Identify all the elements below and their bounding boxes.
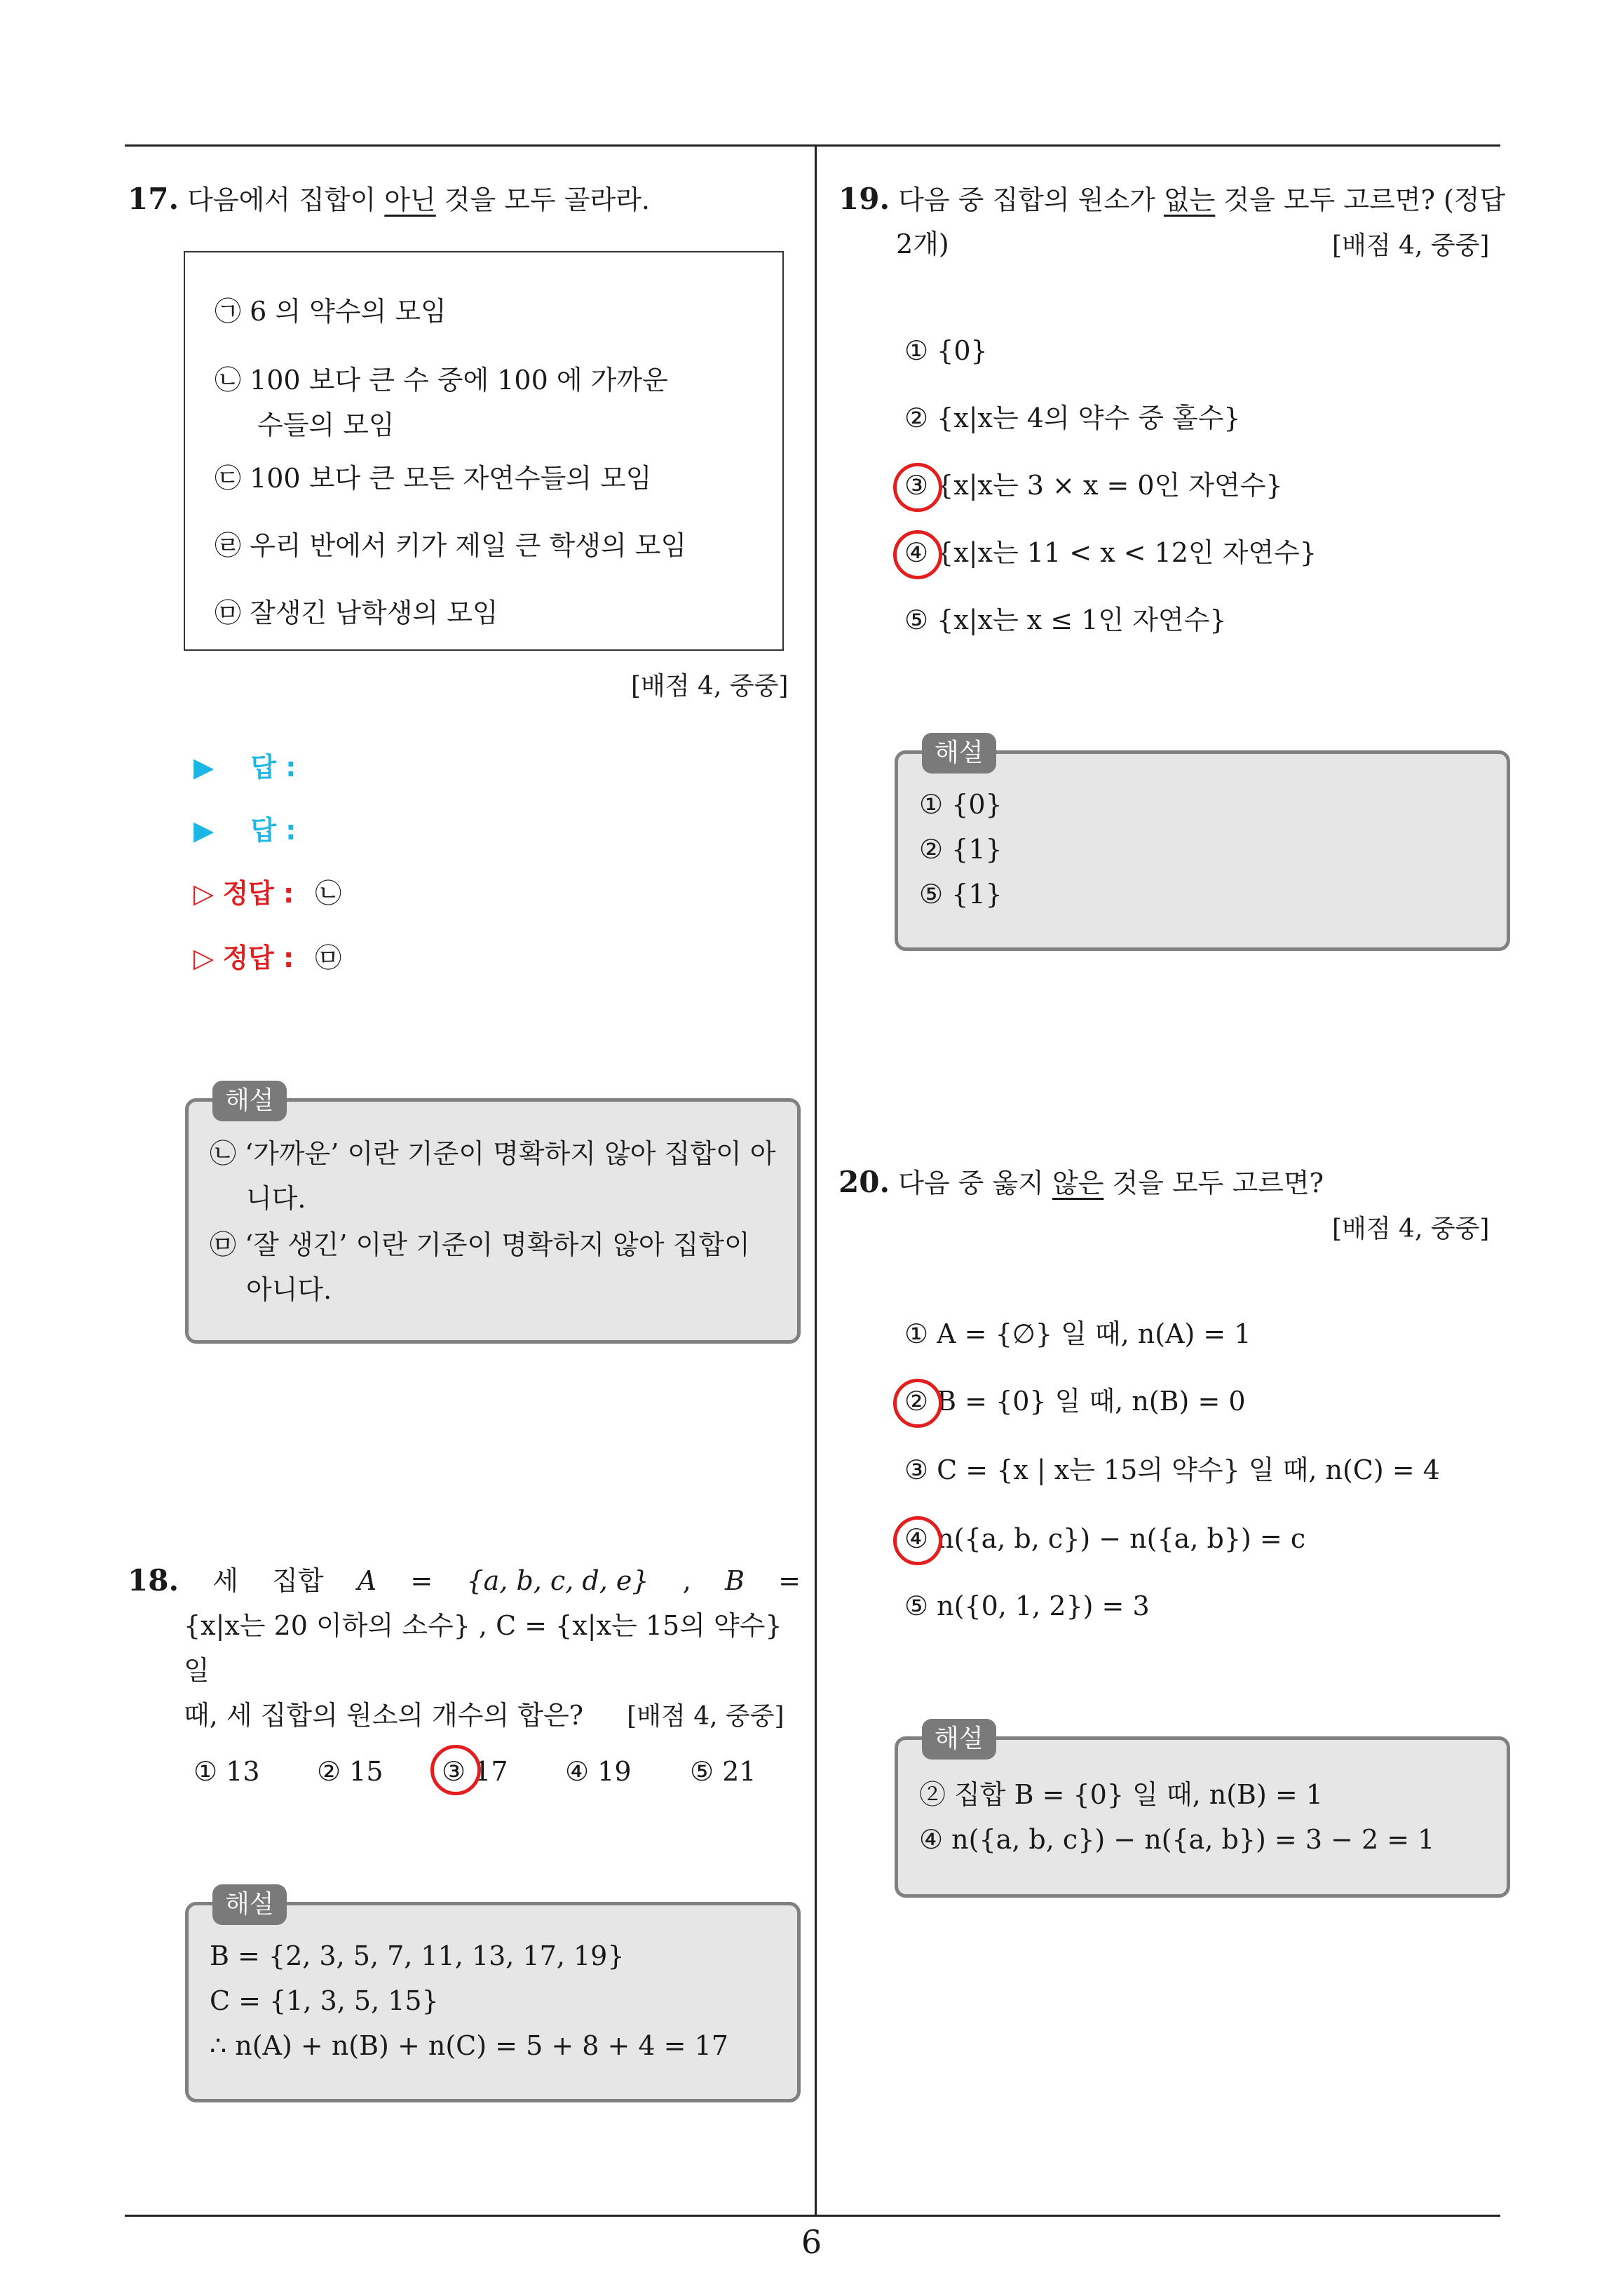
q17-item: ㉣ 우리 반에서 키가 제일 큰 학생의 모임	[215, 530, 687, 561]
page-number: 6	[801, 2223, 822, 2261]
q17-score: [배점 4, 중중]	[631, 672, 789, 701]
q20-solution-box	[895, 1724, 1510, 1898]
q18-option[interactable]: ① 13	[193, 1756, 260, 1787]
column-divider	[815, 145, 817, 2215]
q19-option[interactable]: ③ {x|x는 3 × x = 0인 자연수}	[904, 470, 1283, 501]
q20-option[interactable]: ④ n({a, b, c}) − n({a, b}) = c	[904, 1523, 1306, 1554]
solution-line: B = {2, 3, 5, 7, 11, 13, 17, 19}	[210, 1940, 625, 1971]
play-icon: ▶	[193, 752, 215, 783]
solution-line: ㉡ ‘가까운’ 이란 기준이 명확하지 않아 집합이 아	[210, 1138, 776, 1169]
solution-line: ∴ n(A) + n(B) + n(C) = 5 + 8 + 4 = 17	[210, 2030, 728, 2061]
solution-line: ② 집합 B = {0} 일 때, n(B) = 1	[919, 1779, 1323, 1810]
solution-tag: 해설	[922, 1719, 996, 1760]
q18-option[interactable]: ③ 17	[442, 1756, 508, 1787]
q18-word: =	[410, 1565, 433, 1596]
solution-tag: 해설	[212, 1884, 287, 1925]
q17-item: ㉡ 100 보다 큰 수 중에 100 에 가까운	[215, 365, 668, 396]
play-icon: ▶	[193, 815, 215, 846]
correct-value: ㉤	[315, 943, 342, 973]
solution-tag: 해설	[212, 1081, 287, 1121]
q17-item-box	[184, 251, 784, 651]
q19-text-underline: 없는	[1163, 184, 1216, 215]
q17-question	[128, 177, 650, 222]
q18-line3-text: 때, 세 집합의 원소의 개수의 합은?	[184, 1700, 584, 1731]
answer-circle-mark	[430, 1745, 481, 1795]
solution-line: C = {1, 3, 5, 15}	[210, 1985, 439, 2016]
q20-option[interactable]: ⑤ n({0, 1, 2}) = 3	[904, 1591, 1150, 1621]
answer-circle-mark	[893, 1379, 942, 1428]
q19-option[interactable]: ① {0}	[904, 335, 988, 366]
correct-label: 정답 :	[222, 878, 294, 909]
q17-item: ㉠ 6 의 약수의 모임	[215, 296, 447, 327]
q18-line2: {x|x는 20 이하의 소수} , C = {x|x는 15의 약수} 일	[184, 1610, 782, 1686]
q19-option[interactable]: ④ {x|x는 11 < x < 12인 자연수}	[904, 537, 1317, 568]
q17-item: ㉤ 잘생긴 남학생의 모임	[215, 597, 498, 628]
q18-line3	[184, 1693, 801, 1739]
q18-line1	[128, 1558, 801, 1603]
answer-circle-mark	[893, 530, 942, 579]
q20-option[interactable]: ③ C = {x | x는 15의 약수} 일 때, n(C) = 4	[904, 1454, 1440, 1485]
q18-solution-box	[185, 1890, 801, 2102]
q20-number: 20.	[838, 1165, 890, 1199]
q17-item-cont: 수들의 모임	[257, 410, 395, 440]
q19-text-b: 것을 모두 고르면? (정답	[1215, 184, 1506, 215]
q18-question	[128, 1558, 801, 1739]
q18-option[interactable]: ⑤ 21	[690, 1756, 756, 1787]
q18-number: 18.	[128, 1563, 179, 1598]
correct-label: 정답 :	[222, 943, 294, 973]
q17-correct-row	[193, 871, 341, 916]
q18-word: ,	[682, 1565, 691, 1596]
q18-option[interactable]: ② 15	[317, 1756, 383, 1787]
q18-word: B	[724, 1565, 745, 1596]
q18-word: 세	[212, 1565, 238, 1596]
q20-score: [배점 4, 중중]	[1332, 1215, 1490, 1243]
q17-text-b: 것을 모두 골라라.	[435, 184, 650, 215]
q19-option[interactable]: ② {x|x는 4의 약수 중 홀수}	[904, 403, 1241, 433]
answer-circle-mark	[893, 1516, 942, 1565]
q17-answer-row	[193, 808, 296, 853]
q20-text-underline: 않은	[1052, 1168, 1104, 1198]
q17-solution-box	[185, 1086, 801, 1344]
solution-line: ① {0}	[919, 789, 1003, 820]
correct-value: ㉡	[315, 878, 342, 909]
q17-text-underline: 아닌	[384, 184, 436, 215]
q19-text-a: 다음 중 집합의 원소가	[898, 184, 1164, 215]
q18-score: [배점 4, 중중]	[627, 1702, 785, 1731]
q18-word: 집합	[272, 1565, 324, 1596]
q20-option[interactable]: ① A = {∅} 일 때, n(A) = 1	[904, 1318, 1251, 1349]
q20-option[interactable]: ② B = {0} 일 때, n(B) = 0	[904, 1386, 1246, 1417]
q19-option[interactable]: ⑤ {x|x는 x ≤ 1인 자연수}	[904, 605, 1227, 635]
outline-play-icon: ▷	[193, 943, 215, 973]
q17-item: ㉢ 100 보다 큰 모든 자연수들의 모임	[215, 463, 652, 494]
outline-play-icon: ▷	[193, 878, 215, 909]
q18-option[interactable]: ④ 19	[565, 1756, 632, 1787]
solution-line: ④ n({a, b, c}) − n({a, b}) = 3 − 2 = 1	[919, 1824, 1435, 1855]
q17-text-a: 다음에서 집합이	[187, 184, 385, 215]
q19-score: [배점 4, 중중]	[1332, 231, 1490, 260]
solution-line: ㉤ ‘잘 생긴’ 이란 기준이 명확하지 않아 집합이	[210, 1229, 750, 1260]
q18-word: =	[778, 1565, 801, 1596]
answer-label: 답 :	[250, 815, 297, 846]
bottom-rule	[125, 2215, 1500, 2217]
q20-text-b: 것을 모두 고르면?	[1103, 1168, 1324, 1198]
solution-line: ② {1}	[919, 834, 1003, 865]
q18-word: {a, b, c, d, e}	[466, 1565, 649, 1596]
solution-line: 아니다.	[246, 1274, 332, 1305]
q17-number: 17.	[128, 182, 179, 216]
solution-line: ⑤ {1}	[919, 879, 1003, 910]
q19-number: 19.	[838, 182, 890, 216]
q17-answer-row	[193, 745, 296, 790]
q19-question	[838, 177, 1512, 222]
q18-word: A	[357, 1565, 377, 1596]
answer-label: 답 :	[250, 752, 297, 783]
q19-solution-box	[895, 738, 1510, 951]
solution-line: 니다.	[246, 1183, 306, 1214]
q20-question	[838, 1160, 1324, 1206]
answer-circle-mark	[893, 463, 942, 512]
q17-correct-row	[193, 936, 341, 980]
top-rule	[125, 144, 1500, 147]
solution-tag: 해설	[922, 733, 996, 774]
q19-question-cont: 2개)	[896, 229, 949, 259]
q20-text-a: 다음 중 옳지	[898, 1168, 1052, 1198]
